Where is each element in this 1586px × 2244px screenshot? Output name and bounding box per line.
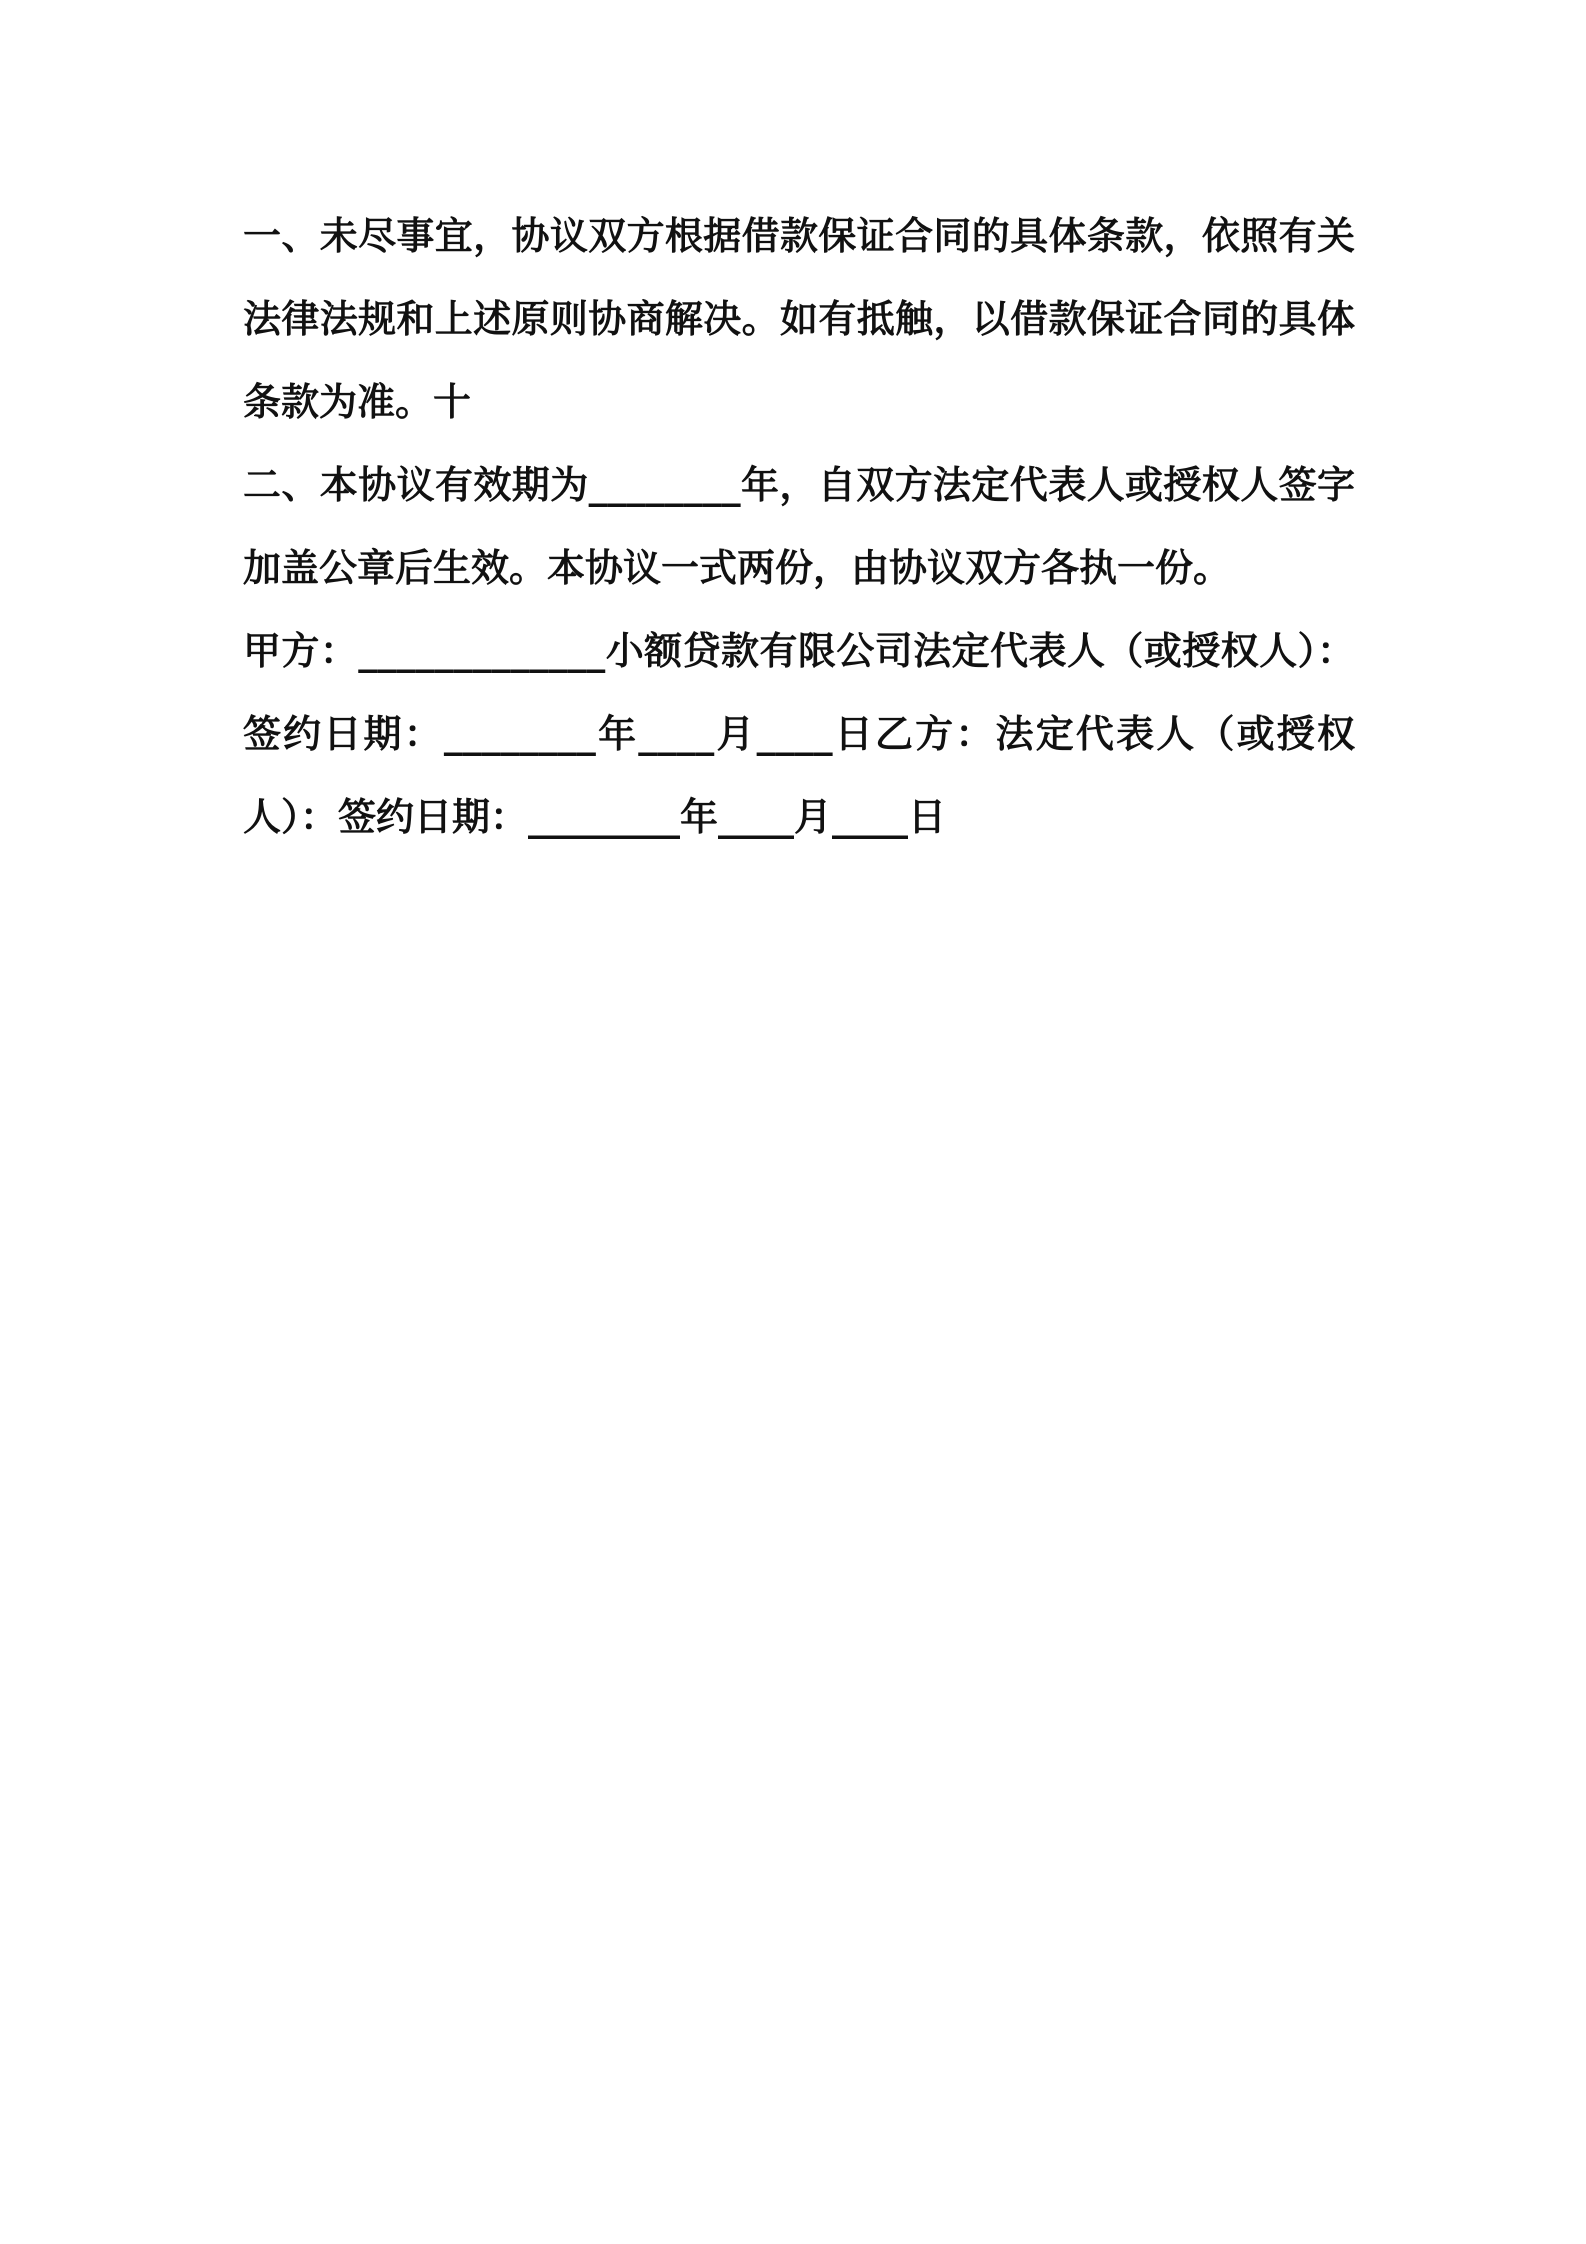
signature-block-paragraph: 甲方：_____________小额贷款有限公司法定代表人（或授权人）：签约日期：________年____月____日乙方：法定代表人（或授权人）：签约日期：________年____月____日 xyxy=(243,629,1355,839)
clause-one-paragraph: 一、未尽事宜，协议双方根据借款保证合同的具体条款，依照有关法律法规和上述原则协商解决。如有抵触，以借款保证合同的具体条款为准。十 xyxy=(243,214,1355,424)
document-body xyxy=(243,195,1355,859)
clause-two-paragraph: 二、本协议有效期为________年，自双方法定代表人或授权人签字加盖公章后生效。本协议一式两份，由协议双方各执一份。 xyxy=(243,463,1355,590)
